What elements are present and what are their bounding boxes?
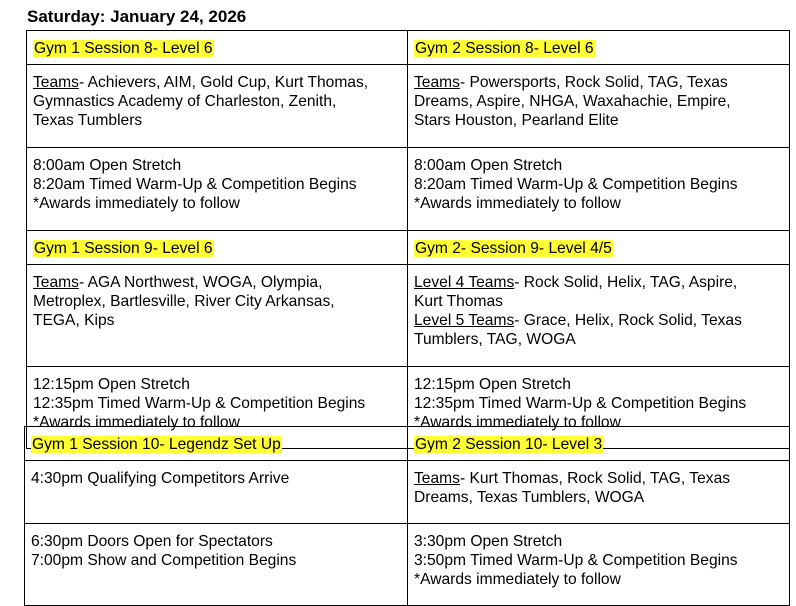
teams-label: Teams xyxy=(414,470,460,487)
gym1-session9-teams: Teams- AGA Northwest, WOGA, Olympia, Metroplex, Bartlesville, River City Arkansas, TEGA, Kips xyxy=(27,265,408,367)
session-8-header-row xyxy=(27,31,790,65)
gym1-session10-schedule: 6:30pm Doors Open for Spectators 7:00pm Show and Competition Begins xyxy=(25,524,408,606)
gym1-session8-header xyxy=(27,31,408,65)
gym2-session10-title: Gym 2 Session 10- Level 3 xyxy=(415,436,603,453)
gym1-session8-schedule: 8:00am Open Stretch 8:20am Timed Warm-Up & Competition Begins *Awards immediately to follow xyxy=(27,148,408,231)
gym1-session9-title: Gym 1 Session 9- Level 6 xyxy=(34,240,213,257)
gym1-session8-title: Gym 1 Session 8- Level 6 xyxy=(34,40,213,57)
gym2-session8-schedule: 8:00am Open Stretch 8:20am Timed Warm-Up & Competition Begins *Awards immediately to follow xyxy=(408,148,790,231)
schedule-date: Saturday: January 24, 2026 xyxy=(27,7,247,26)
session-10-header-row xyxy=(25,427,790,461)
gym1-session10-title: Gym 1 Session 10- Legendz Set Up xyxy=(32,436,281,453)
session-8-teams-row xyxy=(27,65,790,148)
session-10-table xyxy=(24,426,790,606)
sessions-8-9-table xyxy=(26,30,790,449)
session-9-header-row xyxy=(27,231,790,265)
gym2-session10-teams: Teams- Kurt Thomas, Rock Solid, TAG, Texas Dreams, Texas Tumblers, WOGA xyxy=(408,461,790,524)
session-8-schedule-row xyxy=(27,148,790,231)
gym1-session9-header xyxy=(27,231,408,265)
gym2-session9-header xyxy=(408,231,790,265)
session-10-schedule-row xyxy=(25,524,790,606)
gym1-session8-teams: Teams- Achievers, AIM, Gold Cup, Kurt Thomas, Gymnastics Academy of Charleston, Zenith, Texas Tumblers xyxy=(27,65,408,148)
gym2-session9-schedule: 12:15pm Open Stretch 12:35pm Timed Warm-Up & Competition Begins *Awards immediately to follow xyxy=(408,367,790,449)
session-10-teams-row xyxy=(25,461,790,524)
gym2-session8-teams: Teams- Powersports, Rock Solid, TAG, Texas Dreams, Aspire, NHGA, Waxahachie, Empire, Stars Houston, Pearland Elite xyxy=(408,65,790,148)
gym2-session10-schedule: 3:30pm Open Stretch 3:50pm Timed Warm-Up & Competition Begins *Awards immediately to follow xyxy=(408,524,790,606)
gym1-session10-header xyxy=(25,427,408,461)
teams-label: Teams xyxy=(33,274,79,291)
gym2-session9-title: Gym 2- Session 9- Level 4/5 xyxy=(415,240,612,257)
gym1-session10-arrival: 4:30pm Qualifying Competitors Arrive xyxy=(25,461,408,524)
level4-teams-label: Level 4 Teams xyxy=(414,274,515,291)
teams-label: Teams xyxy=(33,74,79,91)
session-9-teams-row xyxy=(27,265,790,367)
level5-teams-label: Level 5 Teams xyxy=(414,312,515,329)
gym2-session9-teams: Level 4 Teams- Rock Solid, Helix, TAG, Aspire, Kurt Thomas Level 5 Teams- Grace, Helix, Rock Solid, Texas Tumblers, TAG, WOGA xyxy=(408,265,790,367)
gym1-session9-schedule: 12:15pm Open Stretch 12:35pm Timed Warm-Up & Competition Begins *Awards immediately to follow xyxy=(27,367,408,449)
gym2-session8-header xyxy=(408,31,790,65)
gym2-session10-header xyxy=(408,427,790,461)
teams-label: Teams xyxy=(414,74,460,91)
gym2-session8-title: Gym 2 Session 8- Level 6 xyxy=(415,40,594,57)
